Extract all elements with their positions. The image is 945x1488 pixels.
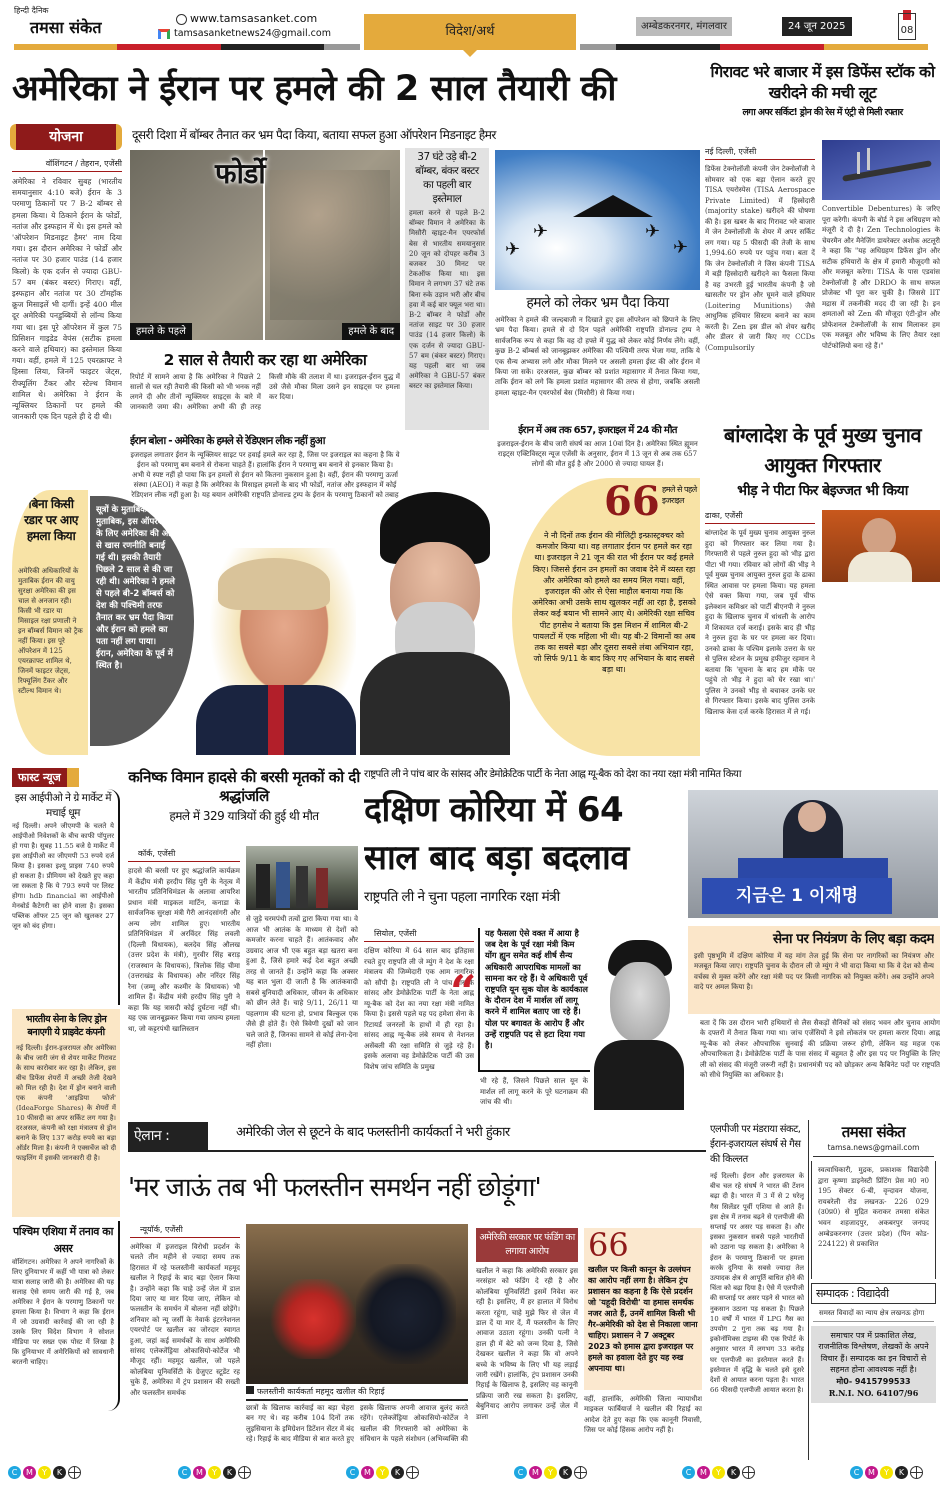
registration-crosshair-icon <box>238 1466 251 1479</box>
israel-quote-label: हमले से पहले इजराइल <box>662 485 697 505</box>
defence-subheadline: लगा अपर सर्किट! ड्रोन की रेस में एंट्री से मिली रफ्तार <box>742 107 903 118</box>
cmyk-c-dot: C <box>850 1466 863 1479</box>
bangladesh-body-spill <box>822 586 940 746</box>
tagline: हिन्दी दैनिक <box>14 6 49 15</box>
sources-quote: सूत्रों के मुताबिक मुताबिक, इस ऑपरेशन के लिए अमेरिका की ओर से खास रणनीति बनाई गई थी। इसकी तैयारी पिछले 2 साल से की जा रही थी। अमेरिका ने हमले से पहले बी-2 बॉम्बर्स को देश की पश्चिमी तरफ तैनात कर भ्रम पैदा किया और ईरान को हमले का पता नहीं लग पाया। ईरान, अमेरिका के पूर्व में स्थित है। <box>96 505 175 671</box>
palestine-quote: खलील पर किसी कानून के उल्लंघन का आरोप नहीं लगा है। लेकिन ट्रंप प्रशासन का कहना है कि ऐसे प्रदर्शन जो 'यहूदी विरोधी' या हमास समर्थक नजर आते हैं, उनमें शामिल किसी भी गैर-अमेरिकी को देश से निकाला जाना चाहिए। प्रशासन ने 7 अक्टूबर 2023 को हमास द्वारा इजराइल पर हमले का हवाला देते हुए यह रुख अपनाया था। <box>588 1265 698 1373</box>
palestine-quote-box <box>584 1228 702 1390</box>
radiation-story <box>130 434 400 500</box>
quote-mark-icon: 66 <box>604 478 660 525</box>
radiation-title: ईरान बोला - अमेरिका के हमले से रेडिएशन लीक नहीं हुआ <box>130 435 325 447</box>
palestine-kicker: अमेरिकी जेल से छूटने के बाद फलस्तीनी कार्यकर्ता ने भरी हुंकार <box>236 1125 510 1140</box>
cmyk-mark-group <box>8 1466 81 1479</box>
kanishka-story <box>128 768 360 824</box>
lee-jae-myung-rally-photo <box>688 790 938 918</box>
imprint-disclaimer: समाचार पत्र में प्रकाशित लेख, राजनीतिक विश्लेषण, लेखकों के अपने विचार हैं। सम्पादक का इन विचारों से सहमत होना आवश्यक नहीं है। <box>818 1330 929 1375</box>
date: 24 जून 2025 <box>782 17 852 36</box>
defence-headline: गिरावट भरे बाजार में इस डिफेंस स्टॉक को खरीदने की मची लूट <box>710 63 935 102</box>
cmyk-m-dot: M <box>193 1466 206 1479</box>
cmyk-c-dot: C <box>682 1466 695 1479</box>
registration-crosshair-icon <box>574 1466 587 1479</box>
b2-box-body: हमला करने से पहले B-2 बॉम्बर विमान ने अमेरिका के मिसौरी व्हाइट-मैन एयरफोर्स बेस से भारतीय समयानुसार 20 जून को दोपहर करीब 3 बजकर 30 मिनट पर टेकऑफ किया था। इस विमान ने लगभग 37 घंटे तक बिना रुके उड़ान भरी और बीच हवा में कई बार फ्यूल भरा था। B-2 बॉम्बर ने फोर्डो और नतांज साइट पर 30 हजार पाउंड (14 हजार किलो) के एक दर्जन से ज्यादा GBU-57 बम (बंकर बस्टर) गिराए। यह पहली बार था जब अमेरिका ने GBU-57 बंकर बस्टर का इस्तेमाल किया। <box>409 209 485 391</box>
korea-body-2: भी रहे हैं, जिसने पिछले साल यून के मार्शल लॉ लागू करने के पूरे घटनाक्रम की जांच की थी। <box>480 1077 588 1106</box>
imprint-publisher: स्वत्वाधिकारी, मुद्रक, प्रकाशक विद्यादेवी द्वारा कृष्णा डाइनेस्टी प्रिंटिंग प्रेस म0 न0 195 सेक्टर 6-बी, वृन्दावन योजना, रायबरेली रोड लखनऊ- 226 029 (उ0प्र0) से मुद्रित कराकर तमसा संकेत भवन शहजादपुर, अकबरपुर जनपद अम्बेडकरनगर (उत्तर प्रदेश) (पिन कोड- 224122) से प्रकाशित <box>811 1161 936 1279</box>
cmyk-c-dot: C <box>514 1466 527 1479</box>
westasia-body: वॉशिंगटन। अमेरिका ने अपने नागरिकों के लिए दुनियाभर में कहीं भी यात्रा को लेकर यात्रा सलाह जारी की है। अमेरिका की यह सलाह ऐसे समय जारी की गई है, जब अमेरिका ने ईरान के परमाणु ठिकानों पर हमला किया है। विभाग ने कहा कि ईरान में जो उग्रवादी कार्रवाई की जा रही है उसके लिए विदेश विभाग ने सोशल मीडिया पर सख्त एक पोस्ट में लिखा है कि दुनियाभर में अमेरिकियों को सावधानी बरतनी चाहिए। <box>12 1258 114 1366</box>
drone-photo <box>822 140 940 200</box>
kicker-rule <box>128 1150 706 1152</box>
lead-body: अमेरिका ने रविवार सुबह (भारतीय समयानुसार 4:10 बजे) ईरान के 3 परमाणु ठिकानों पर 7 B-2 बॉम्बर से हमला किया। ये ठिकाने ईरान के फोर्डो, नतांज और इस्फहान में थे। इस हमले को 'ऑपरेशन मिडनाइट हैमर' नाम दिया गया। इस दौरान अमेरिका ने फोर्डो और नतांज पर 30 हजार पाउंड (14 हजार किलो) के एक दर्जन से ज्यादा GBU-57 बम (बंकर बस्टर) गिराए। वहीं, इस्फहान और नतांज पर 30 टॉमहॉक क्रूज मिसाइलें भी दागीं। इन्हें 400 मील दूर अमेरिकी पनडुब्बियों से लॉन्च किया गया था। इस पूरे ऑपरेशन में कुल 75 प्रिसिशन गाइडेड वेपंस (सटीक हमला करने वाले हथियार) का इस्तेमाल किया गया। वहीं, हमले में 125 एयरक्राफ्ट ने हिस्सा लिया, जिनमें फाइटर जेट्स, रीफ्यूलिंग टैंकर और स्टेल्थ विमान शामिल थे। अमेरिका ने ईरान के न्यूक्लियर ठिकानों पर हमले की जानकारी एक दिन पहले ही दे दी थी। <box>12 177 122 422</box>
registration-crosshair-icon <box>910 1466 923 1479</box>
rally-sign: 지금은 1 이재명 <box>702 878 892 914</box>
deaths-title: ईरान में अब तक 657, इजराइल में 24 की मौत <box>518 425 677 436</box>
cmyk-k-dot: K <box>391 1466 404 1479</box>
cmyk-y-dot: Y <box>544 1466 557 1479</box>
cmyk-k-dot: K <box>727 1466 740 1479</box>
korea-headline: दक्षिण कोरिया में 64 साल बाद बड़ा बदलाव <box>364 790 629 878</box>
funding-story <box>476 1228 578 1442</box>
two-years-title: 2 साल से तैयारी कर रहा था अमेरिका <box>163 351 367 369</box>
stripe-right <box>580 44 928 50</box>
photo-caption <box>246 1386 468 1401</box>
after-attack-label: हमले के बाद <box>342 323 400 340</box>
imprint-rni: R.N.I. NO. 64107/96 <box>828 1387 919 1398</box>
cmyk-mark-group <box>514 1466 587 1479</box>
confusion-story <box>495 294 700 429</box>
lead-headline: अमेरिका ने ईरान पर हमले की 2 साल तैयारी की <box>12 69 616 109</box>
cmyk-m-dot: M <box>23 1466 36 1479</box>
imprint-email[interactable]: tamsa.news@gmail.com <box>813 1142 934 1157</box>
gmail-icon <box>158 29 170 39</box>
army-control-title: सेना पर नियंत्रण के लिए बड़ा कदम <box>772 931 934 947</box>
korea-subheadline: राष्ट्रपति ली ने चुना पहला नागरिक रक्षा मंत्री <box>364 889 560 905</box>
defence-stock-story <box>705 62 940 119</box>
kanishka-right-col <box>246 846 358 1103</box>
cmyk-mark-group <box>682 1466 755 1479</box>
lead-dateline: वॉशिंगटन / तेहरान, एजेंसी <box>12 158 122 172</box>
confusion-body: अमेरिका ने हमले की जल्दबाजी न दिखाते हुए इस ऑपरेशन को छिपाने के लिए भ्रम पैदा किया। हमले से दो दिन पहले अमेरिकी राष्ट्रपति डोनाल्ड ट्रम्प ने सार्वजनिक रूप से कहा कि वह दो हफ्ते में युद्ध को लेकर कोई निर्णय लेंगे। वहीं, कुछ B-2 बॉम्बर्स को जानबूझकर अमेरिका की पश्चिमी तरफ भेजा गया, ताकि ये एक सैन्य अभ्यास लगे और मौका मिलने पर असली हमला ईस्ट की ओर ईरान में किया जा सके। दरअसल, कुछ बॉम्बर को प्रशांत महासागर में तैनात किया गया, ताकि ईरान को लगे कि हमला प्रशांत महासागर की तरफ से होगा, जबकि असली हमला व्हाइट-मैन एयरफोर्स बेस (मिसौरी) से किया गया। <box>495 316 700 397</box>
army-control-box <box>688 926 940 1014</box>
cmyk-y-dot: Y <box>880 1466 893 1479</box>
ipo-box <box>12 789 120 1005</box>
ipo-body: नई दिल्ली। अपने जीएमपी के चलते ये आईपीओ निवेशकों के बीच काफी पॉपुलर हो गया है। सुबह 11.55 बजे ग्रे मार्केट में इस आईपीओ का जीएमपी 53 रुपये दर्ज किया है। इसका इश्यू प्राइस 740 रुपये हो सकता है। प्रीमियम को देखते हुए कहा जा सकता है कि ये 793 रुपये पर लिस्ट होगा। hdb financial का आईपीओ मेनबोर्ड कैटेगरी का होने वाला है। इसका पब्लिक ऑफर 25 जून को खुलकर 27 जून को बंद होगा। <box>12 822 114 930</box>
cmyk-mark-group <box>346 1466 419 1479</box>
fighter-jet-icon: ✈ <box>505 239 521 260</box>
drone-company-body: नई दिल्ली। ईरान-इजरायल और अमेरिका के बीच जारी जंग से शेयर मार्केट गिरावट के साथ कारोबार कर रहा है। लेकिन, इस बीच डिफेंस शेयरों में अच्छी तेजी देखने को मिल रही है। देश में ड्रोन बनाने वाली एक कंपनी 'आइडिया फोर्ज' (IdeaForge Shares) के शेयरों में 10 फीसदी का अपर सर्किट लग गया है। दरअसल, कंपनी को रक्षा मंत्रालय से ड्रोन बनाने के लिए 137 करोड़ रुपये का बड़ा ऑर्डर मिला है। कंपनी ने एक्सचेंज को दी फाइलिंग में इसकी जानकारी दी है। <box>16 1044 116 1162</box>
bangladesh-right-col <box>822 510 940 746</box>
palestine-body-2: छात्रों के खिलाफ कार्रवाई का बड़ा चेहरा बन गए थे। वह करीब 104 दिनों तक लुइसियाना के इमिग्रेशन डिटेंशन सेंटर में बंद रहे। रिहाई के बाद मीडिया से बात करते हुए <box>246 1404 354 1444</box>
defence-body-1: डिफेंस टेक्नोलॉजी कंपनी जेन टेक्नोलॉजी ने सोमवार को एक बड़ा ऐलान करते हुए TISA एयरोस्पेस (TISA Aerospace Private Limited) में हिस्सेदारी (majority stake) खरीदने की घोषणा की है। इस खबर के बाद गिरावट भरे बाजार में जेन टेक्नोलॉजी के शेयर में अपर सर्किट लग गया। यह 5 फीसदी की तेजी के साथ 1,994.60 रुपये पर पहुंच गया। बता दें कि जेन टेक्नोलॉजी ने जिस कंपनी TISA में बड़ी हिस्सेदारी खरीदने का फैसला किया है वह उभरती हुई भारतीय कंपनी है जो खासतौर पर ड्रोन और घूमने वाले हथियार (Loitering Munitions) जैसे आधुनिक हथियार सिस्टम बनाने का काम करती है। Zen इस डील को शेयर खरीद और डीलर से जारी किए गए CCDs (Compulsorily <box>705 165 815 352</box>
funding-body: खलील ने कहा कि अमेरिकी सरकार इस नरसंहार को फंडिंग दे रही है और कोलंबिया यूनिवर्सिटी इसमें निवेश कर रही है। इसलिए, मैं हर हालात में विरोध करता रहूंगा, चाहे मुझे फिर से जेल में डाल दें या मार दें, मैं फलस्तीन के लिए आवाज उठाता रहूंगा। उनकी पत्नी ने हाल ही में बेटे को जन्म दिया है, जिसे देखकर खलील ने कहा कि वो अपने बच्चे के भविष्य के लिए भी यह लड़ाई जारी रखेंगे। हालांकि, ट्रंप प्रशासन उनकी रिहाई के खिलाफ है, इसलिए वह कानूनी प्रक्रिया जारी रख सकता है। इसलिए, बेबुनियाद आरोप लगाकर उन्हें जेल में डाला <box>476 1267 578 1421</box>
khamenei-photo <box>360 492 510 755</box>
lpg-story <box>710 1122 804 1436</box>
b2-bomber-box <box>405 148 489 430</box>
imprint-jurisdiction: समस्त विवादों का न्याय क्षेत्र लखनऊ होगा <box>813 1308 934 1322</box>
bangladesh-body: बांग्लादेश के पूर्व मुख्य चुनाव आयुक्त नुरुल हुदा को गिरफ्तार कर लिया गया है। गिरफ्तारी से पहले नुरुल हुदा को भीड़ द्वारा पीटा भी गया। रविवार को लोगों की भीड़ ने पूर्व मुख्य चुनाव आयुक्त नुरुल हुदा के ढाका स्थित आवास पर हमला किया। यह हमला ऐसे वक्त किया गया, जब पूर्व चीफ इलेक्शन कमिश्नर को पार्टी बीएनपी ने नुरुल हुदा के खिलाफ चुनाव में धांधली के आरोप में शिकायत दर्ज कराई। इसके बाद ही भीड़ ने नुरुल हुदा के घर पर हमला कर दिया। उनको ढाका के पश्चिम इलाके उत्तरा के घर से पुलिस स्टेशन के प्रमुख हफीजुर रहमान ने बताया कि 'सूचना के बाद हम मौके पर पहुंचे तो भीड़ ने हुदा को घेर रखा था।' पुलिस ने उनको भीड़ से बचाकर उनके घर से गिरफ्तार किया। इसके बाद पुलिस उनके खिलाफ केस दर्ज करके हिरासत में ले गई। <box>705 529 815 716</box>
korea-quote: यह फैसला ऐसे वक्त में आया है जब देश के पूर्व रक्षा मंत्री किम योंग ह्युन समेत कई शीर्ष सैन्य अधिकारी आपराधिक मामलों का सामना कर रहे हैं। ये अधिकारी पूर्व राष्ट्रपति यून सुक योल के कार्यकाल के दौरान देश में मार्शल लॉ लागू करने में शामिल बताए जा रहे हैं। योल पर बगावत के आरोप हैं और उन्हें राष्ट्रपति पद से हटा दिया गया है। <box>485 928 588 1051</box>
section-tab: विदेश/अर्थ <box>364 14 576 50</box>
cmyk-y-dot: Y <box>208 1466 221 1479</box>
globe-icon <box>176 14 187 25</box>
defence-dateline: नई दिल्ली, एजेंसी <box>705 146 815 160</box>
israel-quote-box <box>512 478 700 756</box>
bangladesh-dateline: ढाका, एजेंसी <box>705 510 815 524</box>
lpg-headline: एलपीजी पर मंडराया संकट, ईरान-इजरायल संघर्ष से गैस की किल्लत <box>710 1124 801 1165</box>
palestine-body-3: इसके खिलाफ अपनी आवाज बुलंद करते रहेंगे। एलेक्जेंड्रिया ओकासियो-कोर्टेज ने खलील की गिरफ्तारी को अमेरिका के संविधान के पहले संशोधन (अभिव्यक्ति की <box>360 1404 468 1444</box>
ipo-title: इस आईपीओ ने ग्रे मार्केट में मचाई धूम <box>14 792 112 819</box>
caption-text: फलस्तीनी कार्यकर्ता महमूद खलील की रिहाई <box>257 1387 385 1396</box>
cmyk-k-dot: K <box>895 1466 908 1479</box>
defence-left-col <box>705 146 815 402</box>
imprint-name: तमसा संकेत <box>841 1123 906 1141</box>
palestine-body: अमेरिका में इजराइल विरोधी प्रदर्शन के चलते तीन महीने से ज्यादा समय तक हिरासत में रहे फलस्तीनी कार्यकर्ता महमूद खलील ने रिहाई के बाद बड़ा ऐलान किया है। उन्होंने कहा कि चाहे उन्हें जेल में डाल दिया जाए या मार दिया जाए, लेकिन वो फलस्तीन के समर्थन में बोलना नहीं छोड़ेंगे। शनिवार को न्यू जर्सी के नेवार्क इंटरनेशनल एयरपोर्ट पर खलील का जोरदार स्वागत हुआ, जहां कई समर्थकों के साथ अमेरिकी सांसद एलेक्जेंड्रिया ओकासियो-कोर्टेज भी मौजूद रहीं। महमूद खलील, जो पहले कोलंबिया यूनिवर्सिटी के ग्रेजुएट स्टूडेंट रह चुके हैं, अमेरिका में ट्रंप प्रशासन की सख्ती और फलस्तीन समर्थक <box>130 1243 240 1397</box>
b2-bomber-silhouette <box>573 195 653 217</box>
cmyk-c-dot: C <box>8 1466 21 1479</box>
page-number: 08 <box>898 13 916 40</box>
korea-dateline: सियोल, एजेंसी <box>364 928 474 942</box>
israel-quote-body: ने नौ दिनों तक ईरान की मीलिट्री इन्फ्रास्ट्रक्चर को कमजोर किया था। वह लगातार ईरान पर हमले कर रहा था। इजराइल ने 21 जून की रात भी ईरान पर कई हमले किए। जिससे ईरान उन हमलों का जवाब देने में व्यस्त रहा और अमेरिका को हमले का समय मिल गया। वहीं, इजराइल की ओर से ऐसा माहौल बनाया गया कि अमेरिका अभी उसके साथ खुलकर नहीं आ रहा है, इसको लेकर कई बयान भी सामने आए थे। अमेरिकी रक्षा सचिव पीट हगसेथ ने बताया कि इस मिशन में शामिल बी-2 पायलटों में एक महिला भी थी। यह बी-2 विमानों का अब तक का सबसे बड़ा और दूसरा सबसे लंबा अभियान रहा, जो सिर्फ 9/11 के बाद किए गए अभियान के बाद सबसे बड़ा था। <box>532 531 696 675</box>
korea-kicker: राष्ट्रपति ली ने पांच बार के सांसद और डेमोक्रेटिक पार्टी के नेता आह्न ग्यू-बैक को देश का नया रक्षा मंत्री नामित किया <box>364 769 741 780</box>
palestine-dateline: न्यूयॉर्क, एजेंसी <box>130 1224 240 1238</box>
westasia-title: पश्चिम एशिया में तनाव का असर <box>12 1225 113 1255</box>
cmyk-y-dot: Y <box>38 1466 51 1479</box>
defence-body-2: Convertible Debentures) के जरिए पूरा करेगी। कंपनी के बोर्ड ने इस अधिग्रहण को मंजूरी दे दी है। Zen Technologies के चेयरमैन और मैनेजिंग डायरेक्टर अशोक अटलूरी ने कहा कि "यह अधिग्रहण डिफेंस ड्रोन और सटीक हथियारों के क्षेत्र में हमारी मौजूदगी को और मजबूत करेगा। TISA के पास एडवांस टेक्नोलॉजी है और DRDO के साथ सफल प्रोजेक्ट भी पूरा कर चुकी है। जिससे IIT मद्रास में तकनीकी मदद दी जा रही है। इन क्षमताओं को Zen की मौजूदा एंटी-ड्रोन और प्रोफेशनल टेक्नोलॉजी के साथ मिलाकर हम एक मजबूत और भविष्य के लिए तैयार रक्षा पोर्टफोलियो बना रहे हैं।" <box>822 205 940 350</box>
cmyk-k-dot: K <box>53 1466 66 1479</box>
lead-subheadline: दूसरी दिशा में बॉम्बर तैनात कर भ्रम पैदा किया, बताया सफल हुआ ऑपरेशन मिडनाइट हैमर <box>132 128 496 142</box>
cmyk-c-dot: C <box>346 1466 359 1479</box>
radar-body: अमेरिकी अधिकारियों के मुताबिक ईरान की वायु सुरक्षा अमेरिका की इस चाल से अनजान रही। किसी भी रडार या मिसाइल रक्षा प्रणाली ने इन बॉम्बर्स विमान को ट्रैक नहीं किया। इस पूरे ऑपरेशन में 125 एयरक्राफ्ट शामिल थे, जिनमें फाइटर जेट्स, रिफ्यूलिंग टैंकर और स्टील्थ विमान थे। <box>18 567 83 695</box>
kanishka-subheadline: हमले में 329 यात्रियों की हुई थी मौत <box>169 809 319 823</box>
lead-column <box>12 158 122 468</box>
cmyk-m-dot: M <box>361 1466 374 1479</box>
bangladesh-left-col <box>705 510 815 759</box>
khalil-release-photo <box>246 1224 468 1384</box>
plan-badge: योजना <box>10 124 122 150</box>
location-day: अम्बेडकरनगर, मंगलवार <box>636 17 732 36</box>
kanishka-body-2: से जुड़े चरमपंथी तत्वों द्वारा किया गया था। वे आज भी आतंक के माध्यम से देशों को कमजोर करना चाहते हैं। आतंकवाद और उग्रवाद आज भी एक बहुत बड़ा खतरा बना हुआ है, जिसे हमारे कई देश बहुत अच्छी तरह से जानते हैं। उन्होंने कहा कि अक्सर यह बात भुला दी जाती है कि आतंकवादी सबसे बुनियादी अधिकार, जीवन के अधिकार को छीन लेते हैं। चाहे 9/11, 26/11 या पहलगाम की घटना हो, प्रभाव बिल्कुल एक जैसे ही होते हैं। ऐसे त्रिवेणी दुखों को जान चले जाते हैं, जिनका सामने से कोई लेना-देना नहीं होता। <box>246 915 358 1049</box>
b2-bomber-sky-photo <box>495 150 700 290</box>
caption-marker-icon <box>246 1386 254 1394</box>
palestine-quote-tail: वहीं, हालांकि, अमेरिकी जिला न्यायाधीश माइकल फार्बियार्ज ने खलील की रिहाई का आदेश देते हुए कहा कि एक कानूनी निवासी, जिस पर कोई हिंसक आरोप नहीं है। <box>584 1395 702 1435</box>
registration-crosshair-icon <box>742 1466 755 1479</box>
drone-company-box <box>12 1009 120 1217</box>
before-attack-label: हमले के पहले <box>130 323 192 340</box>
stripe-left <box>14 44 360 50</box>
cmyk-k-dot: K <box>559 1466 572 1479</box>
fast-news-label: फास्ट न्यूज <box>12 768 79 787</box>
paper-name: तमसा संकेत <box>30 18 102 37</box>
kanishka-headline: कनिष्क विमान हादसे की बरसी मृतकों को दी श्रद्धांजलि <box>128 768 360 805</box>
two-years-body: रिपोर्ट में सामने आया है कि अमेरिका ने पिछले 2 सालों से चल रही तैयारी की किसी को भी भनक नहीं लगने दी और तीनों न्यूक्लियर साइट्स के बारे में जानकारी जमा की। अमेरिका अभी की ही तरह किसी मौके की तलाश में था। इजराइल-ईरान युद्ध में उसे जैसे मौका मिला उसने इन साइट्स पर हमला कर दिया। <box>130 373 400 411</box>
imprint-box <box>808 1120 938 1460</box>
cmyk-mark-group <box>178 1466 251 1479</box>
radiation-body: इजराइल लगातार ईरान के न्यूक्लियर साइट पर हवाई हमले कर रहा है, जिस पर इजराइल का कहना है कि वे ईरान को परमाणु बम बनाने से रोकना चाहते हैं। हालांकि ईरान ने परमाणु बम बनाने से इनकार किया है। अभी ये स्पष्ट नहीं हो पाया कि इन हमलों से ईरान को कितना नुकसान हुआ है। वहीं, ईरान की परमाणु ऊर्जा संस्था (AEOI) ने कहा है कि अमेरिका के मिसाइल हमलों के बाद भी फोर्डो, नतांज और इस्फहान में कोई रेडिएशन लीक नहीं हुआ है। यह बयान अमेरिकी राष्ट्रपति डोनाल्ड ट्रम्प के ईरान के परमाणु ठिकानों को तबाह <box>130 451 400 499</box>
fighter-jet-icon: ✈ <box>533 221 549 242</box>
kanishka-dateline: कॉर्क, एजेंसी <box>128 848 240 862</box>
deaths-story <box>495 424 700 479</box>
bangladesh-subheadline: भीड़ ने पीटा फिर बेइज्जत भी किया <box>737 483 908 499</box>
westasia-box <box>12 1221 120 1411</box>
trump-photo <box>196 548 356 755</box>
registration-crosshair-icon <box>68 1466 81 1479</box>
quote-mark-icon: “ <box>450 965 477 1019</box>
fordo-satellite-photo <box>130 150 400 340</box>
palestine-headline: 'मर जाऊं तब भी फलस्तीन समर्थन नहीं छोड़ूंगा' <box>128 1173 541 1203</box>
fighter-jet-icon: ✈ <box>673 237 689 258</box>
fordo-label: फोर्डो <box>215 157 266 190</box>
b2-box-title: 37 घंटे उड़े बी-2 बॉम्बर, बंकर बस्टर का पहली बार इस्तेमाल <box>415 151 479 205</box>
defence-right-col <box>822 140 940 403</box>
cmyk-registration-row <box>0 1466 945 1484</box>
imprint-editor: सम्पादक : विद्यादेवी <box>811 1283 936 1304</box>
imprint-mobile: मो0- 9415799533 <box>836 1376 911 1386</box>
disclaimer-box <box>811 1326 936 1404</box>
deaths-body: इजराइल-ईरान के बीच जारी संघर्ष का आज 10वां दिन है। अमेरिका स्थित ह्यूमन राइट्स एक्टिविस्ट्स न्यूज एजेंसी के अनुसार, ईरान में 13 जून से अब तक 657 लोगों की मौत हुई है और 2000 से ज्यादा घायल हैं। <box>497 440 698 468</box>
fast-news-column <box>12 766 120 1456</box>
kanishka-body-1: हादसे की बरसी पर हुए श्रद्धांजलि कार्यक्रम में केंद्रीय मंत्री हरदीप सिंह पुरी के नेतृत्व में भारतीय प्रतिनिधिमंडल के अलावा आयरिश प्रधान मंत्री माइकल मार्टिन, कनाडा के सार्वजनिक सुरक्षा मंत्री गैरी आनंदसांगरी और अन्य लोग शामिल हुए। भारतीय प्रतिनिधिमंडल में अरविंदर सिंह लवली (दिल्ली विधायक), बलदेव सिंह औलख (उत्तर प्रदेश के मंत्री), गुरवीर सिंह बराड़ (राजस्थान के विधायक), त्रिलोक सिंह चीमा (उत्तराखंड के विधायक) और नरिंदर सिंह रैना (जम्मू और कश्मीर के विधायक) भी शामिल हैं। केंद्रीय मंत्री हरदीप सिंह पुरी ने कहा कि यह त्रासदी कोई दुर्घटना नहीं थी। यह एक जानबूझकर किया गया जघन्य हमला था, जो कट्टरपंथी खालिस्तान <box>128 867 240 1033</box>
cmyk-k-dot: K <box>223 1466 236 1479</box>
palestine-story <box>130 1224 240 1450</box>
tribute-photo <box>246 846 358 910</box>
cmyk-m-dot: M <box>865 1466 878 1479</box>
cmyk-m-dot: M <box>697 1466 710 1479</box>
army-control-body-2: बता दें कि उस दौरान भारी हथियारों से लैस सैकड़ों सैनिकों को संसद भवन और चुनाव आयोग के दफ्तरों में तैनात किया गया था। जांच एजेंसियों ने इसे लोकतंत्र पर हमला करार दिया। आह्न ग्यू-बैक को लेकर औपचारिक सुनवाई की प्रक्रिया जरूर होगी, लेकिन यह महज एक औपचारिकता है। डेमोक्रेटिक पार्टी के पास संसद में बहुमत है और इस पद पर नियुक्ति के लिए ली को संसद की मंजूरी जरूरी नहीं है। प्रधानमंत्री पद को छोड़कर अन्य कैबिनेट पदों पर राष्ट्रपति को सीधे नियुक्ति का अधिकार है। <box>700 1019 940 1080</box>
masthead <box>0 0 945 56</box>
lee-jae-myung-photo <box>594 940 684 1110</box>
quote-mark-icon: 66 <box>588 1226 629 1264</box>
kanishka-left-col <box>128 848 240 1118</box>
email-link[interactable]: tamsasanketnews24@gmail.com <box>174 28 331 39</box>
radar-box <box>12 490 88 755</box>
announcement-label: ऐलान : <box>128 1122 208 1150</box>
bangladesh-story <box>705 420 940 501</box>
fighter-jet-icon: ✈ <box>645 221 661 242</box>
korea-quote-box <box>450 928 590 1072</box>
website-link[interactable]: www.tamsasanket.com <box>190 12 318 25</box>
cmyk-y-dot: Y <box>712 1466 725 1479</box>
drone-company-title: भारतीय सेना के लिए ड्रोन बनाएगी ये प्राइवेट कंपनी <box>25 1014 107 1038</box>
two-years-story <box>130 350 400 422</box>
lpg-body: नई दिल्ली। ईरान और इजरायल के बीच चल रहे संघर्ष ने भारत की टेंशन बढ़ा दी है। भारत में 3 में से 2 घरेलू गैस सिलेंडर पूर्वी एशिया से आते हैं। इस क्षेत्र में तनाव बढ़ने से एलपीजी की सप्लाई पर असर पड़ सकता है। और इसका नुकसान सबसे पहले भारतीयों को उठाना पड़ सकता है। अमेरिका ने ईरान के परमाणु ठिकानों पर हमला करके दुनिया के सबसे ज्यादा तेल उत्पादक क्षेत्र से आपूर्ति बाधित होने की चिंता को बढ़ा दिया है। ऐसे में एलपीजी की सप्लाई पर असर पड़ने से भारत को नुकसान उठाना पड़ सकता है। पिछले 10 वर्षों में भारत में LPG गैस का उपयोग 2 गुना तक बढ़ गया है। इकोनॉमिक्स टाइम्स की एक रिपोर्ट के अनुसार भारत में लगभग 33 करोड़ घर एलपीजी का इस्तेमाल करते हैं। इस्तेमाल में वृद्धि के चलते इसे दूसरे देशों से आयात करना पड़ता है। भारत 66 फीसदी एलपीजी आयात करता है। <box>710 1172 804 1395</box>
cmyk-mark-group <box>850 1466 923 1479</box>
funding-title: अमेरिकी सरकार पर फंडिंग का लगाया आरोप <box>476 1228 578 1262</box>
cmyk-y-dot: Y <box>376 1466 389 1479</box>
sources-dark-box <box>90 496 194 746</box>
cmyk-c-dot: C <box>178 1466 191 1479</box>
nurul-huda-photo <box>822 510 940 582</box>
confusion-title: हमले को लेकर भ्रम पैदा किया <box>526 295 669 311</box>
army-control-body: इसी पृष्ठभूमि में दक्षिण कोरिया में यह मांग तेज हुई कि सेना पर नागरिकों का नियंत्रण और मजबूत किया जाए। राष्ट्रपति चुनाव के दौरान ली जे म्युंग ने भी वादा किया था कि वे देश को सैन्य वर्चस्व से मुक्त करेंगे और रक्षा मंत्री पद पर किसी नागरिक को नियुक्त करेंगे। अब उन्होंने अपने वादे पर अमल किया है। <box>694 952 934 992</box>
cmyk-m-dot: M <box>529 1466 542 1479</box>
registration-crosshair-icon <box>406 1466 419 1479</box>
bangladesh-headline: बांग्लादेश के पूर्व मुख्य चुनाव आयुक्त गिरफ्तार <box>723 423 922 477</box>
radar-title: बिना किसी रडार पर आए हमला किया <box>24 497 78 543</box>
korea-body: दक्षिण कोरिया में 64 साल बाद इतिहास रचते हुए राष्ट्रपति ली जे म्युंग ने देश के रक्षा मंत्रालय की जिम्मेदारी एक आम नागरिक को सौंपी है। राष्ट्रपति ली ने पांच बार के सांसद और डेमोक्रेटिक पार्टी के नेता आह्न ग्यू-बैक को देश का नया रक्षा मंत्री नामित किया है। इससे पहले यह पद हमेशा सेना के रिटायर्ड जनरलों के हाथों में ही रहा है। सांसद आह्न ग्यू-बैक लंबे समय से नेशनल असेंबली की रक्षा समिति से जुड़े रहे हैं। इसके अलावा वह डेमोक्रेटिक पार्टी की उस विशेष जांच समिति के प्रमुख <box>364 947 474 1071</box>
